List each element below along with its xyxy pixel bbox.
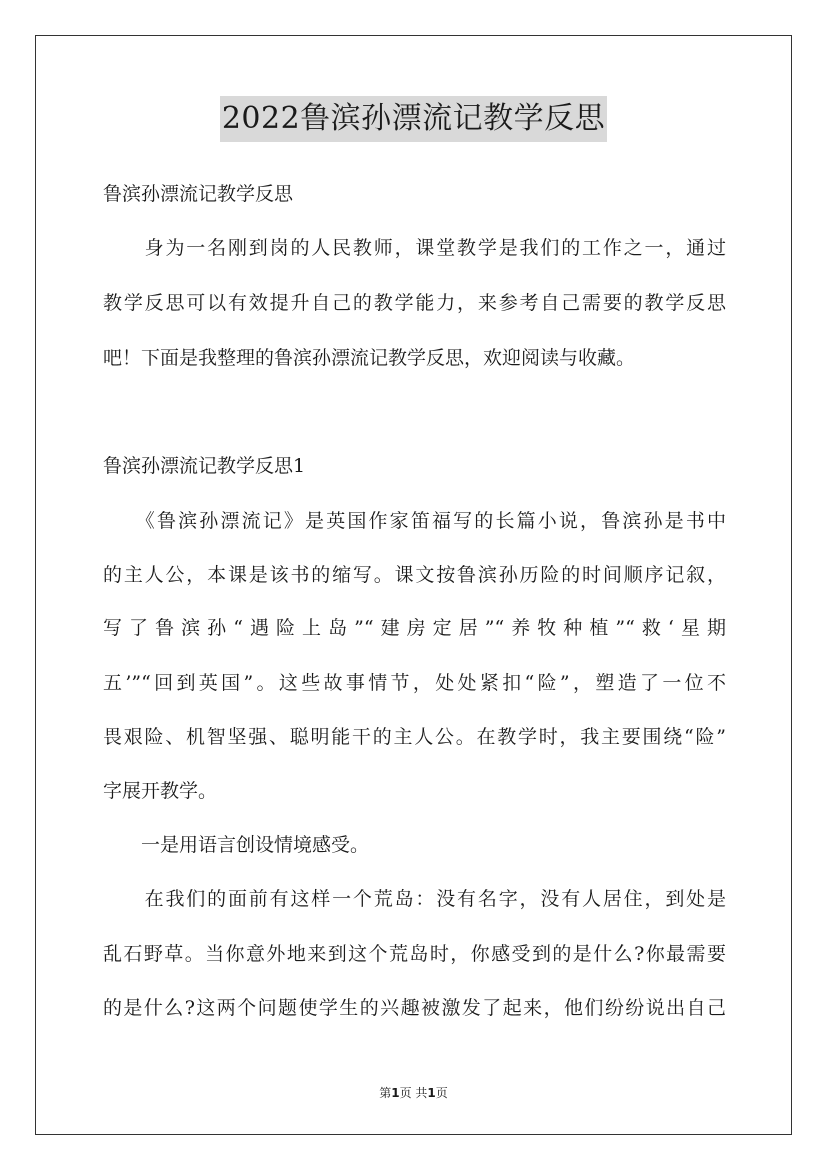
paragraph-line: 一是用语言创设情境感受。 bbox=[103, 834, 370, 856]
paragraph-line: 的主人公，本课是该书的缩写。课文按鲁滨孙历险的时间顺序记叙， bbox=[103, 564, 726, 586]
footer-prefix: 第 bbox=[379, 1086, 392, 1100]
paragraph-line: 畏艰险、机智坚强、聪明能干的主人公。在教学时，我主要围绕“险” bbox=[103, 726, 726, 748]
section-heading: 鲁滨孙漂流记教学反思1 bbox=[103, 455, 306, 477]
page-footer bbox=[0, 1084, 827, 1101]
paragraph-line: 教学反思可以有效提升自己的教学能力，来参考自己需要的教学反思 bbox=[103, 292, 726, 314]
paragraph-line: 乱石野草。当你意外地来到这个荒岛时，你感受到的是什么?你最需要 bbox=[103, 943, 726, 965]
section-heading: 鲁滨孙漂流记教学反思 bbox=[103, 183, 294, 205]
footer-suffix: 页 bbox=[435, 1086, 448, 1100]
paragraph-line: 身为一名刚到岗的人民教师，课堂教学是我们的工作之一，通过 bbox=[103, 237, 726, 259]
paragraph-line: 字展开教学。 bbox=[103, 780, 218, 802]
paragraph-line: 吧！下面是我整理的鲁滨孙漂流记教学反思，欢迎阅读与收藏。 bbox=[103, 347, 636, 369]
footer-mid: 页 共 bbox=[399, 1086, 428, 1100]
paragraph-line: 五’”“回到英国”。这些故事情节，处处紧扣“险”，塑造了一位不 bbox=[103, 672, 726, 694]
paragraph-line: 写了鲁滨孙“遇险上岛”“建房定居”“养牧种植”“救‘星期 bbox=[103, 617, 726, 639]
paragraph-line: 《鲁滨孙漂流记》是英国作家笛福写的长篇小说，鲁滨孙是书中 bbox=[103, 510, 726, 532]
document-title: 2022鲁滨孙漂流记教学反思 bbox=[220, 96, 607, 142]
paragraph-line: 的是什么?这两个问题使学生的兴趣被激发了起来，他们纷纷说出自己 bbox=[103, 997, 726, 1019]
total-page-number: 1 bbox=[427, 1086, 436, 1100]
current-page-number: 1 bbox=[391, 1086, 400, 1100]
paragraph-line: 在我们的面前有这样一个荒岛：没有名字，没有人居住，到处是 bbox=[103, 888, 726, 910]
